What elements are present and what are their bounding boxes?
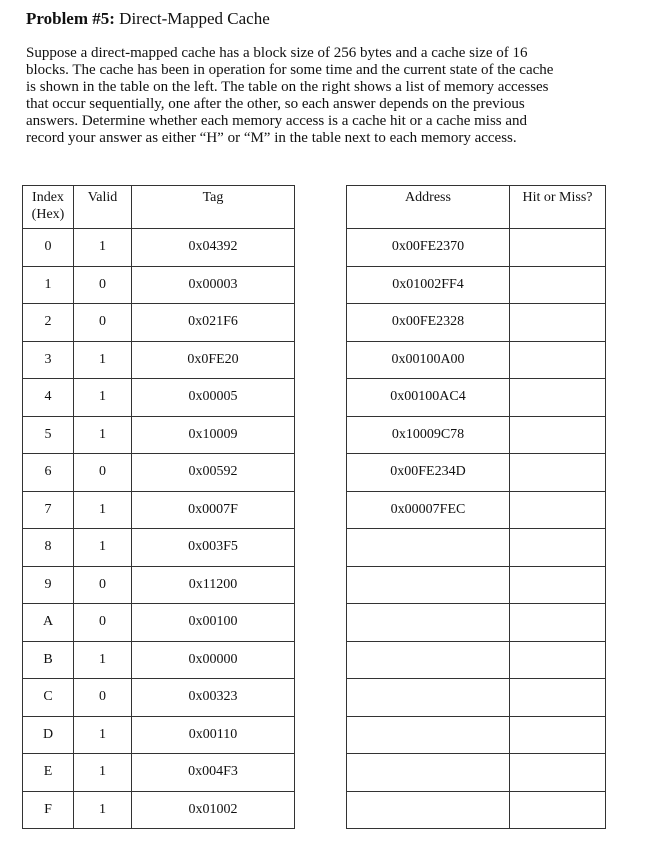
access-row [347,566,606,604]
hit-or-miss-answer-cell[interactable] [510,529,606,567]
access-row [347,416,606,454]
description-line: is shown in the table on the left. The table on the right shows a list of memory accesses [26,79,549,95]
cache-index-cell: 9 [23,566,74,604]
cache-tag-cell: 0x01002 [132,791,295,829]
address-cell [347,566,510,604]
description-line: record your answer as either “H” or “M” in the table next to each memory access. [26,130,517,146]
access-row [347,529,606,567]
cache-valid-cell: 1 [74,416,132,454]
hit-or-miss-answer-cell[interactable] [510,379,606,417]
problem-title [26,8,270,30]
tag-header: Tag [132,186,295,229]
access-row [347,229,606,267]
address-cell: 0x00007FEC [347,491,510,529]
hit-or-miss-answer-cell[interactable] [510,641,606,679]
cache-tag-cell: 0x11200 [132,566,295,604]
hit-or-miss-answer-cell[interactable] [510,341,606,379]
cache-tag-cell: 0x00005 [132,379,295,417]
memory-access-table [346,185,606,829]
access-row [347,604,606,642]
cache-row [23,679,295,717]
cache-row [23,266,295,304]
cache-row [23,529,295,567]
address-cell: 0x00FE2370 [347,229,510,267]
hit-or-miss-answer-cell[interactable] [510,229,606,267]
address-cell [347,716,510,754]
cache-row [23,641,295,679]
hit-or-miss-answer-cell[interactable] [510,566,606,604]
cache-index-cell: E [23,754,74,792]
cache-state-table [22,185,295,829]
address-cell: 0x00100AC4 [347,379,510,417]
cache-index-cell: 0 [23,229,74,267]
cache-tag-cell: 0x00323 [132,679,295,717]
hit-or-miss-answer-cell[interactable] [510,304,606,342]
access-row [347,379,606,417]
cache-valid-cell: 1 [74,716,132,754]
cache-valid-cell: 0 [74,454,132,492]
hit-or-miss-answer-cell[interactable] [510,416,606,454]
access-row [347,754,606,792]
index-header [23,186,74,229]
cache-row [23,604,295,642]
hit-or-miss-answer-cell[interactable] [510,754,606,792]
cache-index-cell: 6 [23,454,74,492]
index-header-line2: (Hex) [31,207,65,222]
cache-index-cell: F [23,791,74,829]
cache-tag-cell: 0x004F3 [132,754,295,792]
hit-or-miss-answer-cell[interactable] [510,491,606,529]
address-cell [347,791,510,829]
cache-index-cell: 8 [23,529,74,567]
cache-index-cell: 5 [23,416,74,454]
cache-valid-cell: 1 [74,529,132,567]
hit-or-miss-answer-cell[interactable] [510,454,606,492]
description-line: that occur sequentially, one after the other, so each answer depends on the previous [26,96,525,112]
access-row [347,641,606,679]
cache-valid-cell: 1 [74,341,132,379]
cache-row [23,341,295,379]
access-table-header [347,186,606,229]
cache-table-header [23,186,295,229]
address-cell [347,679,510,717]
access-row [347,791,606,829]
cache-valid-cell: 0 [74,266,132,304]
address-cell: 0x00FE234D [347,454,510,492]
cache-index-cell: 3 [23,341,74,379]
cache-row [23,304,295,342]
cache-index-cell: B [23,641,74,679]
hit-or-miss-answer-cell[interactable] [510,266,606,304]
description-line: blocks. The cache has been in operation for some time and the current state of the cache [26,62,554,78]
cache-row [23,379,295,417]
cache-valid-cell: 1 [74,754,132,792]
cache-row [23,754,295,792]
cache-tag-cell: 0x021F6 [132,304,295,342]
cache-index-cell: 1 [23,266,74,304]
cache-valid-cell: 0 [74,304,132,342]
cache-valid-cell: 1 [74,791,132,829]
address-cell: 0x01002FF4 [347,266,510,304]
address-cell [347,641,510,679]
problem-name: Direct-Mapped Cache [119,9,270,28]
cache-index-cell: A [23,604,74,642]
cache-tag-cell: 0x00110 [132,716,295,754]
access-row [347,679,606,717]
cache-tag-cell: 0x04392 [132,229,295,267]
access-row [347,716,606,754]
address-cell: 0x00100A00 [347,341,510,379]
access-row [347,454,606,492]
problem-description [26,45,586,147]
cache-valid-cell: 0 [74,604,132,642]
valid-header: Valid [74,186,132,229]
access-row [347,266,606,304]
cache-tag-cell: 0x00100 [132,604,295,642]
problem-number: Problem #5: [26,9,115,28]
cache-tag-cell: 0x0007F [132,491,295,529]
cache-tag-cell: 0x00003 [132,266,295,304]
cache-row [23,229,295,267]
hit-or-miss-answer-cell[interactable] [510,679,606,717]
access-row [347,304,606,342]
cache-row [23,416,295,454]
cache-tag-cell: 0x00000 [132,641,295,679]
cache-index-cell: 2 [23,304,74,342]
cache-tag-cell: 0x10009 [132,416,295,454]
cache-row [23,716,295,754]
description-line: Suppose a direct-mapped cache has a block size of 256 bytes and a cache size of 16 [26,45,528,61]
address-cell [347,604,510,642]
access-row [347,341,606,379]
address-header: Address [347,186,510,229]
cache-row [23,791,295,829]
access-row [347,491,606,529]
description-line: answers. Determine whether each memory access is a cache hit or a cache miss and [26,113,528,129]
cache-valid-cell: 1 [74,229,132,267]
cache-row [23,454,295,492]
index-header-line1: Index [32,190,64,205]
cache-valid-cell: 1 [74,379,132,417]
hit-or-miss-answer-cell[interactable] [510,791,606,829]
cache-tag-cell: 0x0FE20 [132,341,295,379]
address-cell: 0x00FE2328 [347,304,510,342]
cache-row [23,491,295,529]
cache-valid-cell: 0 [74,679,132,717]
hit-or-miss-answer-cell[interactable] [510,604,606,642]
cache-index-cell: 4 [23,379,74,417]
cache-tag-cell: 0x00592 [132,454,295,492]
cache-index-cell: 7 [23,491,74,529]
cache-valid-cell: 1 [74,491,132,529]
hit-or-miss-answer-cell[interactable] [510,716,606,754]
cache-tag-cell: 0x003F5 [132,529,295,567]
cache-valid-cell: 1 [74,641,132,679]
address-cell [347,754,510,792]
address-cell [347,529,510,567]
hit-or-miss-header: Hit or Miss? [510,186,606,229]
address-cell: 0x10009C78 [347,416,510,454]
cache-row [23,566,295,604]
cache-valid-cell: 0 [74,566,132,604]
cache-index-cell: D [23,716,74,754]
cache-index-cell: C [23,679,74,717]
